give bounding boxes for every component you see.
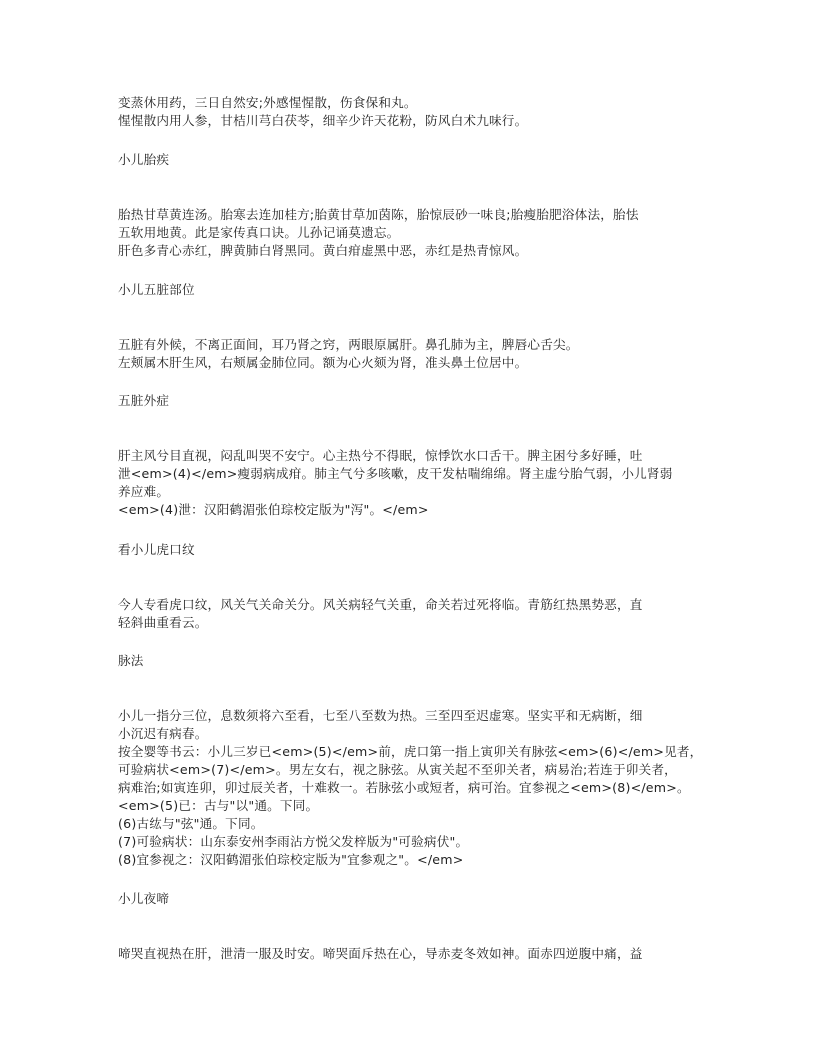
paragraph [118, 945, 643, 963]
text-line: 五脏外症 [118, 393, 170, 408]
text-line: 小儿胎疾 [118, 152, 170, 167]
text-line: 小儿一指分三位，息数须将六至看，七至八至数为热。三至四至迟虚寒。坚实平和无病断，细 [118, 708, 643, 723]
text-line: 肝主风兮目直视，闷乱叫哭不安宁。心主热兮不得眠，惊悸饮水口舌干。脾主困兮多好睡，吐 [118, 448, 643, 463]
text-line: 惺惺散内用人参，甘桔川芎白茯苓，细辛少许天花粉，防风白术九味行。 [118, 113, 528, 128]
text-line: 小儿五脏部位 [118, 282, 195, 297]
text-line: (8)宜参视之：汉阳鹤湄张伯琮校定版为"宜参观之"。</em> [118, 852, 464, 867]
paragraph [118, 447, 673, 519]
text-line: 泄<em>(4)</em>瘦弱病成疳。肺主气兮多咳嗽，皮干发枯喘绵绵。肾主虚兮胎气弱，小儿肾弱 [118, 466, 673, 481]
text-line: 胎热甘草黄连汤。胎寒去连加桂方;胎黄甘草加茵陈，胎惊辰砂一味良;胎瘦胎肥浴体法，胎怯 [118, 207, 639, 222]
text-line: 五软用地黄。此是家传真口诀。儿孙记诵莫遗忘。 [118, 225, 400, 240]
text-line: 左颊属木肝生风，右颊属金肺位同。额为心火颏为肾，准头鼻土位居中。 [118, 355, 528, 370]
text-line: 五脏有外候，不离正面间，耳乃肾之窍，两眼原属肝。鼻孔肺为主，脾唇心舌尖。 [118, 337, 579, 352]
text-line: <em>(4)泄：汉阳鹤湄张伯琮校定版为"泻"。</em> [118, 502, 429, 517]
section-heading [118, 281, 195, 299]
paragraph [118, 206, 639, 260]
paragraph [118, 596, 643, 632]
paragraph [118, 94, 527, 130]
text-line: 可验病状<em>(7)</em>。男左女右，视之脉弦。从寅关起不至卯关者，病易治;若连于卯关者， [118, 762, 677, 777]
text-line: 小沉迟有病春。 [118, 726, 208, 741]
text-line: 变蒸休用药，三日自然安;外感惺惺散，伤食保和丸。 [118, 95, 417, 110]
text-line: 看小儿虎口纹 [118, 542, 195, 557]
text-line: 今人专看虎口纹，风关气关命关分。风关病轻气关重，命关若过死将临。青筋红热黑势恶，直 [118, 597, 643, 612]
paragraph [118, 707, 702, 869]
paragraph [118, 336, 579, 372]
section-heading [118, 392, 169, 410]
text-line: 啼哭直视热在肝，泄清一服及时安。啼哭面斥热在心，导赤麦冬效如神。面赤四逆腹中痛，益 [118, 946, 643, 961]
section-heading [118, 541, 195, 559]
text-line: 脉法 [118, 653, 144, 668]
text-line: (6)古纮与"弦"通。下同。 [118, 816, 264, 831]
text-line: 小儿夜啼 [118, 891, 170, 906]
text-line: (7)可验病状：山东泰安州李雨沾方悦父发梓版为"可验病伏"。 [118, 834, 469, 849]
text-line: 肝色多青心赤红，脾黄肺白肾黑同。黄白疳虚黑中恶，赤红是热青惊风。 [118, 243, 528, 258]
text-line: 病难治;如寅连卯，卯过辰关者，十难救一。若脉弦小或短者，病可治。宜参视之<em>(8)</em>。 [118, 780, 690, 795]
text-line: <em>(5)已：古与"以"通。下同。 [118, 798, 319, 813]
section-heading [118, 652, 144, 670]
text-line: 按全婴等书云：小儿三岁已<em>(5)</em>前，虎口第一指上寅卯关有脉弦<em>(6)</em>见者， [118, 744, 703, 759]
text-line: 养应难。 [118, 484, 170, 499]
section-heading [118, 151, 169, 169]
section-heading [118, 890, 169, 908]
text-line: 轻斜曲重看云。 [118, 615, 208, 630]
